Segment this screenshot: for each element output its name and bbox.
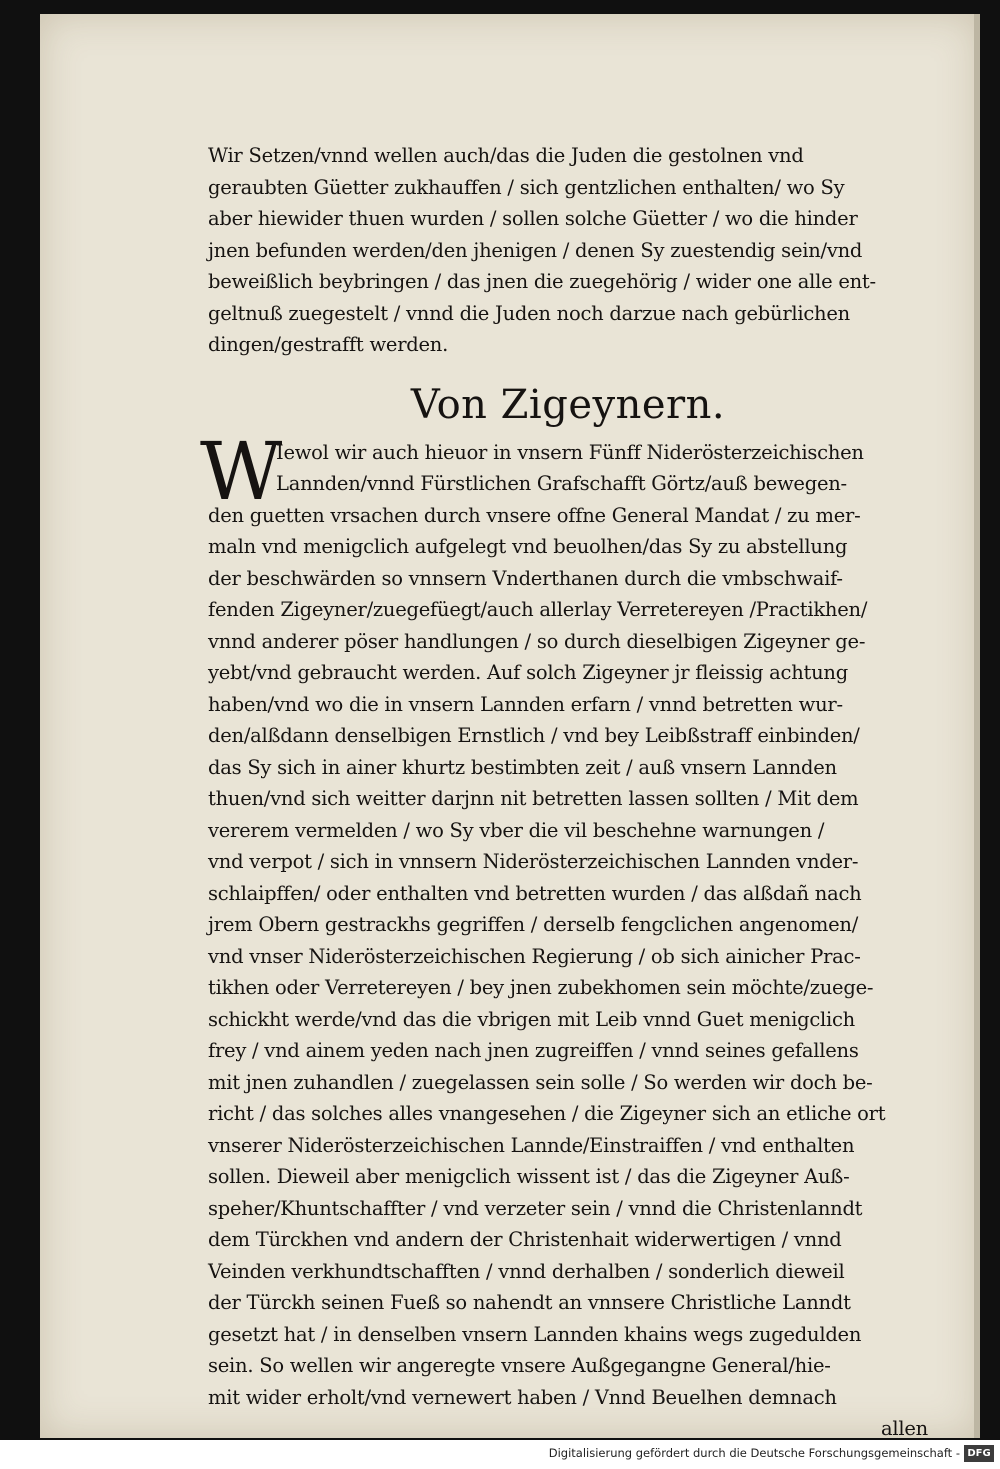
page-edge [974, 14, 980, 1438]
text-line: jnen befunden werden/den jhenigen / denen Sy zuestendig sein/vnd [208, 238, 863, 262]
text-line: vnd verpot / sich in vnnsern Niderösterzeichischen Lannden vnder- [208, 850, 859, 873]
page-text [200, 140, 928, 1445]
text-line: mit wider erholt/vnd vernewert haben / Vnnd Beuelhen demnach [208, 1385, 837, 1409]
paragraph-jews-stolen-goods [208, 140, 928, 361]
catchword: allen [881, 1417, 928, 1440]
text-line: der beschwärden so vnnsern Vnderthanen durch die vmbschwaif- [208, 566, 843, 590]
text-line: der Türckh seinen Fueß so nahendt an vnnsere Christliche Lanndt [208, 1291, 851, 1314]
text-line: vnd vnser Niderösterzeichischen Regierung / ob sich ainicher Prac- [208, 944, 861, 968]
text-line: gesetzt hat / in denselben vnsern Lannden khains wegs zugedulden [208, 1322, 862, 1346]
text-line: Veinden verkhundtschafften / vnnd derhalben / sonderlich dieweil [208, 1259, 845, 1283]
text-line: thuen/vnd sich weitter darjnn nit betretten lassen sollten / Mit dem [208, 787, 859, 810]
drop-cap: W [200, 424, 283, 518]
funding-footer [0, 1440, 1000, 1469]
text-line: Iewol wir auch hieuor in vnsern Fünff Niderösterzeichischen [276, 440, 864, 464]
text-line: den/alßdann denselbigen Ernstlich / vnd bey Leibßstraff einbinden/ [208, 724, 860, 747]
text-line: schlaipffen/ oder enthalten vnd betretten wurden / das alßdañ nach [208, 881, 862, 905]
text-line: vnserer Niderösterzeichischen Lannde/Einstraiffen / vnd enthalten [208, 1133, 855, 1157]
text-line: speher/Khuntschaffter / vnd verzeter sein / vnnd die Christenlanndt [208, 1196, 863, 1220]
text-line: schickht werde/vnd das die vbrigen mit Leib vnnd Guet menigclich [208, 1007, 855, 1031]
text-line: sein. So wellen wir angeregte vnsere Außgegangne General/hie- [208, 1354, 831, 1377]
text-line: geltnuß zuegestelt / vnnd die Juden noch darzue nach gebürlichen [208, 301, 850, 325]
text-line: maln vnd menigclich aufgelegt vnd beuolhen/das Sy zu abstellung [208, 535, 848, 558]
text-line: sollen. Dieweil aber menigclich wissent ist / das die Zigeyner Auß- [208, 1165, 850, 1188]
text-line: dingen/gestrafft werden. [208, 333, 449, 356]
text-line: frey / vnd ainem yeden nach jnen zugreiffen / vnnd seines gefallens [208, 1039, 859, 1062]
text-line: mit jnen zuhandlen / zuegelassen sein solle / So werden wir doch be- [208, 1070, 873, 1094]
text-line: yebt/vnd gebraucht werden. Auf solch Zigeyner jr fleissig achtung [208, 661, 848, 684]
text-line: fenden Zigeyner/zuegefüegt/auch allerlay Verretereyen /Practikhen/ [208, 598, 868, 621]
text-line: das Sy sich in ainer khurtz bestimbten zeit / auß vnsern Lannden [208, 755, 837, 779]
text-line: Lannden/vnnd Fürstlichen Grafschafft Görtz/auß bewegen- [276, 472, 847, 495]
text-line: tikhen oder Verretereyen / bey jnen zubekhomen sein möchte/zuege- [208, 976, 874, 999]
text-line: beweißlich beybringen / das jnen die zuegehörig / wider one alle ent- [208, 270, 876, 293]
footer-text: Digitalisierung gefördert durch die Deutsche Forschungsgemeinschaft - [548, 1446, 960, 1460]
dfg-logo: DFG [964, 1445, 994, 1462]
section-heading: Von Zigeynern. [410, 381, 726, 428]
text-line: den guetten vrsachen durch vnsere offne General Mandat / zu mer- [208, 503, 861, 527]
paragraph-zigeyner [200, 424, 928, 1414]
text-line: richt / das solches alles vnangesehen / die Zigeyner sich an etliche ort [208, 1102, 886, 1125]
text-line: haben/vnd wo die in vnsern Lannden erfarn / vnnd betretten wur- [208, 692, 843, 716]
text-line: vnnd anderer pöser handlungen / so durch dieselbigen Zigeyner ge- [208, 629, 866, 653]
text-line: jrem Obern gestrackhs gegriffen / derselb fengclichen angenomen/ [208, 913, 859, 936]
text-line: Wir Setzen/vnnd wellen auch/das die Juden die gestolnen vnd [208, 144, 804, 167]
text-line: vererem vermelden / wo Sy vber die vil beschehne warnungen / [208, 818, 825, 842]
text-line: geraubten Güetter zukhauffen / sich gentzlichen enthalten/ wo Sy [208, 175, 845, 199]
text-line: aber hiewider thuen wurden / sollen solche Güetter / wo die hinder [208, 207, 858, 230]
text-line: dem Türckhen vnd andern der Christenhait widerwertigen / vnnd [208, 1228, 842, 1251]
